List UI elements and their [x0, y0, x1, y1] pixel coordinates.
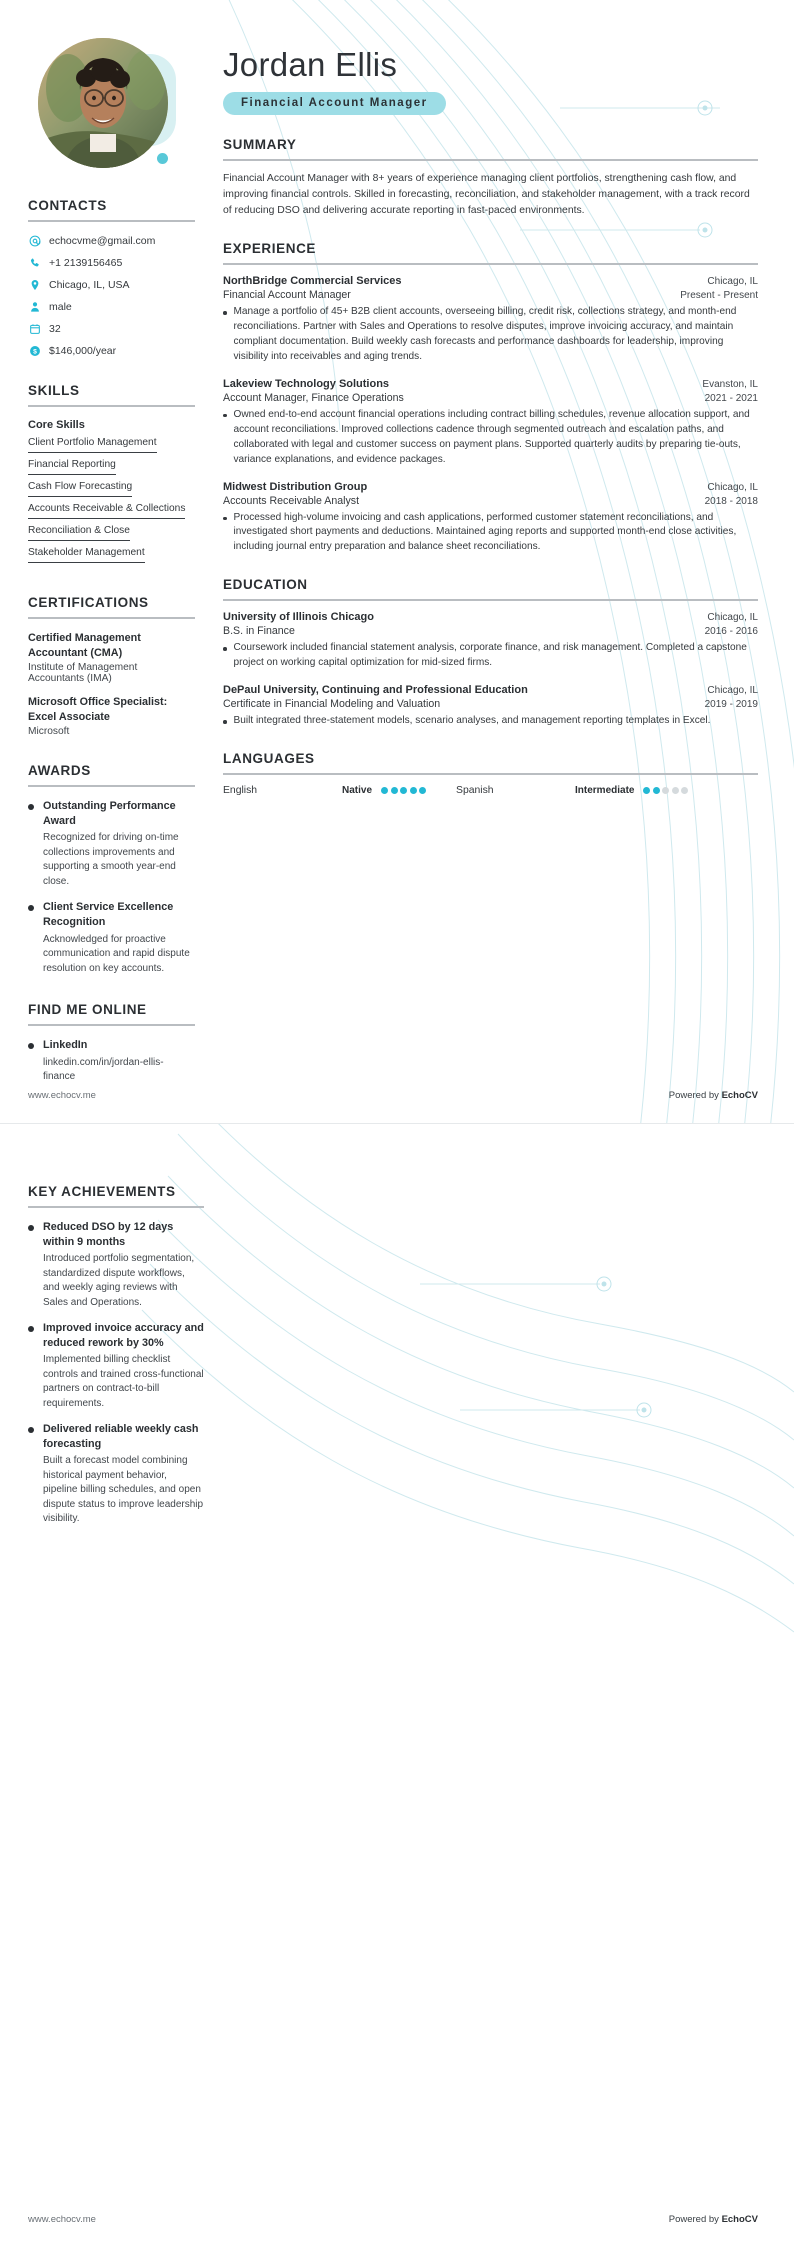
key-achievement-item — [28, 1321, 204, 1411]
bullet-dot-icon — [28, 1225, 34, 1231]
key-achievements-column — [0, 1124, 232, 1527]
award-title: Client Service Excellence Recognition — [43, 901, 174, 928]
languages-heading: LANGUAGES — [223, 751, 315, 767]
language-item — [456, 785, 688, 796]
bullet-dot-icon — [223, 311, 227, 315]
resume-page-1 — [0, 0, 794, 1123]
bullet-dot-icon — [223, 414, 227, 418]
award-item — [28, 900, 195, 976]
certification-issuer: Institute of Management Accountants (IMA) — [28, 662, 138, 685]
experience-location: Evanston, IL — [702, 378, 758, 390]
education-location: Chicago, IL — [707, 612, 758, 624]
footer-website[interactable]: www.echocv.me — [28, 2214, 96, 2225]
contact-age — [28, 322, 195, 335]
contacts-heading: CONTACTS — [28, 198, 107, 213]
education-school: DePaul University, Continuing and Professional Education — [223, 684, 528, 697]
language-name: Spanish — [456, 785, 494, 797]
key-achievement-description: Introduced portfolio segmentation, standardized dispute workflows, and weekly aging reviews with Sales and Operations. — [43, 1253, 195, 1308]
contact-email-value: echocvme@gmail.com — [49, 234, 156, 247]
education-bullet-text: Built integrated three-statement models, scenario analyses, and management reporting templates in Excel. — [233, 715, 711, 727]
main-column — [213, 0, 794, 1096]
experience-bullet — [223, 511, 758, 556]
online-profile-url[interactable]: linkedin.com/in/jordan-ellis-finance — [43, 1056, 164, 1083]
skill-item: Stakeholder Management — [28, 547, 145, 563]
awards-heading: AWARDS — [28, 763, 91, 779]
education-bullet — [223, 641, 758, 671]
experience-dates: 2021 - 2021 — [704, 392, 758, 404]
key-achievements-rule — [28, 1206, 204, 1208]
languages-rule — [223, 773, 758, 775]
education-location: Chicago, IL — [707, 685, 758, 697]
experience-role: Financial Account Manager — [223, 289, 351, 302]
language-name: English — [223, 785, 258, 797]
certifications-heading: CERTIFICATIONS — [28, 595, 149, 610]
bullet-dot-icon — [28, 804, 34, 810]
find-me-online-heading: FIND ME ONLINE — [28, 1002, 147, 1017]
online-profile-item[interactable] — [28, 1038, 195, 1085]
language-item — [223, 785, 426, 796]
location-pin-icon — [28, 278, 41, 291]
online-profile-title: LinkedIn — [43, 1039, 88, 1051]
experience-role: Account Manager, Finance Operations — [223, 391, 404, 404]
language-level: Intermediate — [575, 785, 635, 797]
education-rule — [223, 599, 758, 601]
experience-bullet — [223, 305, 758, 365]
summary-heading: SUMMARY — [223, 136, 297, 152]
languages-list — [223, 785, 758, 796]
experience-organization: Lakeview Technology Solutions — [223, 377, 390, 390]
key-achievement-item — [28, 1422, 204, 1527]
page-title: Jordan Ellis — [223, 46, 398, 83]
certification-issuer: Microsoft — [28, 726, 70, 738]
page-2-footer — [0, 2214, 794, 2247]
experience-bullet — [223, 408, 758, 468]
page-1-footer — [0, 1090, 794, 1123]
education-bullet — [223, 714, 758, 729]
key-achievements-heading: KEY ACHIEVEMENTS — [28, 1184, 176, 1199]
experience-location: Chicago, IL — [707, 276, 758, 288]
experience-location: Chicago, IL — [707, 481, 758, 493]
bullet-dot-icon — [223, 720, 227, 724]
contact-salary — [28, 344, 195, 357]
person-icon — [28, 300, 41, 313]
email-icon — [28, 234, 41, 247]
calendar-icon — [28, 322, 41, 335]
skill-item: Accounts Receivable & Collections — [28, 503, 185, 519]
footer-powered-by — [669, 1090, 758, 1101]
contact-gender-value: male — [49, 300, 72, 313]
contact-location — [28, 278, 195, 291]
avatar — [38, 38, 172, 172]
contact-phone-value: +1 2139156465 — [49, 256, 123, 269]
bullet-dot-icon — [223, 647, 227, 651]
certification-name: Microsoft Office Specialist: Excel Associate — [28, 696, 168, 723]
summary-text: Financial Account Manager with 8+ years of experience managing client portfolios, strengthening cash flow, and improving financial controls. Skilled in forecasting, reconciliation, and stakeholder management, with a track record of reducing DSO and delivering accurate reporting in fast-paced environments. — [223, 172, 750, 216]
key-achievement-title: Reduced DSO by 12 days within 9 months — [43, 1221, 174, 1248]
education-school: University of Illinois Chicago — [223, 611, 374, 624]
skill-item: Cash Flow Forecasting — [28, 481, 132, 497]
salary-icon — [28, 344, 41, 357]
key-achievement-description: Built a forecast model combining historical payment behavior, pipeline billing schedules, and open dispute status to improve leadership visibility. — [43, 1455, 204, 1525]
bullet-dot-icon — [28, 1326, 34, 1332]
contact-location-value: Chicago, IL, USA — [49, 278, 130, 291]
footer-powered-by — [669, 2214, 758, 2225]
experience-dates: Present - Present — [680, 290, 758, 302]
education-item — [223, 684, 758, 729]
key-achievement-item — [28, 1220, 204, 1310]
avatar-dot-decoration — [157, 153, 168, 164]
bullet-dot-icon — [28, 1427, 34, 1433]
experience-role: Accounts Receivable Analyst — [223, 494, 360, 507]
skills-rule — [28, 405, 195, 407]
award-description: Acknowledged for proactive communication and rapid dispute resolution on key accounts. — [43, 933, 190, 974]
experience-rule — [223, 263, 758, 265]
footer-brand: EchoCV — [721, 1090, 758, 1101]
key-achievement-title: Delivered reliable weekly cash forecasting — [43, 1423, 199, 1450]
skills-list — [28, 437, 195, 569]
award-description: Recognized for driving on-time collections improvements and supporting a smooth year-end close. — [43, 832, 179, 887]
certification-name: Certified Management Accountant (CMA) — [28, 632, 141, 659]
sidebar — [0, 0, 213, 1096]
education-heading: EDUCATION — [223, 577, 308, 593]
language-rating-dots — [643, 787, 688, 794]
education-degree: Certificate in Financial Modeling and Valuation — [223, 698, 441, 711]
resume-page-2 — [0, 1124, 794, 2247]
contact-email[interactable] — [28, 234, 195, 247]
contact-age-value: 32 — [49, 322, 61, 335]
skill-item: Financial Reporting — [28, 459, 116, 475]
bullet-dot-icon — [28, 905, 34, 911]
award-title: Outstanding Performance Award — [43, 800, 176, 827]
education-item — [223, 611, 758, 671]
contact-gender — [28, 300, 195, 313]
summary-rule — [223, 159, 758, 161]
certification-item — [28, 695, 195, 737]
contact-salary-value: $146,000/year — [49, 344, 117, 357]
job-title-badge: Financial Account Manager — [223, 92, 446, 115]
experience-bullet-text: Manage a portfolio of 45+ B2B client accounts, overseeing billing, credit risk, collections strategy, and month-end reconciliations. Partner with Sales and Operations to resolve disputes, improve invoicing accuracy, and maintain compliant documentation. Build weekly cash forecasts and performance dashboards for leadership, improving visibility into receivables and aging trends. — [233, 306, 737, 362]
experience-bullet-text: Processed high-volume invoicing and cash applications, performed customer statement reconciliations, and investigated short payments and deductions. Maintained aging reports and supported month-end close activities, including journal entry preparation and balance sheet reconciliations. — [233, 511, 737, 553]
footer-website[interactable]: www.echocv.me — [28, 1090, 96, 1101]
footer-powered-prefix: Powered by — [668, 2214, 722, 2225]
skill-item: Client Portfolio Management — [28, 437, 157, 453]
awards-rule — [28, 785, 195, 787]
experience-dates: 2018 - 2018 — [704, 495, 758, 507]
contacts-rule — [28, 220, 195, 222]
key-achievement-description: Implemented billing checklist controls and trained cross-functional partners on contract-to-bill requirements. — [43, 1354, 204, 1409]
skills-subheading: Core Skills — [28, 419, 85, 431]
language-rating-dots — [381, 787, 426, 794]
skills-heading: SKILLS — [28, 383, 80, 398]
education-degree: B.S. in Finance — [223, 625, 295, 638]
certifications-rule — [28, 617, 195, 619]
experience-organization: NorthBridge Commercial Services — [223, 275, 402, 288]
phone-icon — [28, 256, 41, 269]
find-me-online-rule — [28, 1024, 195, 1026]
certification-item — [28, 631, 195, 684]
experience-item — [223, 378, 758, 468]
award-item — [28, 799, 195, 889]
contact-phone[interactable] — [28, 256, 195, 269]
experience-item — [223, 275, 758, 365]
key-achievement-title: Improved invoice accuracy and reduced rework by 30% — [43, 1322, 204, 1349]
experience-bullet-text: Owned end-to-end account financial operations including contract billing schedules, revenue allocation support, and account reconciliations. Improved collections cadence through segmented outreach and escalation paths, and collaborated with legal and customer success on payment plans. Supported quarterly audits by preparing tie-outs, variance explanations, and evidence packages. — [233, 408, 750, 465]
experience-organization: Midwest Distribution Group — [223, 480, 368, 493]
footer-powered-prefix: Powered by — [668, 1090, 722, 1101]
avatar-photo — [38, 38, 168, 168]
education-dates: 2019 - 2019 — [704, 699, 758, 711]
bullet-dot-icon — [28, 1043, 34, 1049]
experience-item — [223, 481, 758, 556]
experience-heading: EXPERIENCE — [223, 241, 317, 257]
education-dates: 2016 - 2016 — [704, 626, 758, 638]
footer-brand: EchoCV — [721, 2214, 758, 2225]
education-bullet-text: Coursework included financial statement analysis, corporate finance, and risk management. Completed a capstone project on working capital optimization for mid-sized firms. — [233, 642, 747, 669]
skill-item: Reconciliation & Close — [28, 525, 130, 541]
language-level: Native — [342, 785, 373, 797]
svg-text:$: $ — [32, 348, 37, 356]
bullet-dot-icon — [223, 517, 227, 521]
